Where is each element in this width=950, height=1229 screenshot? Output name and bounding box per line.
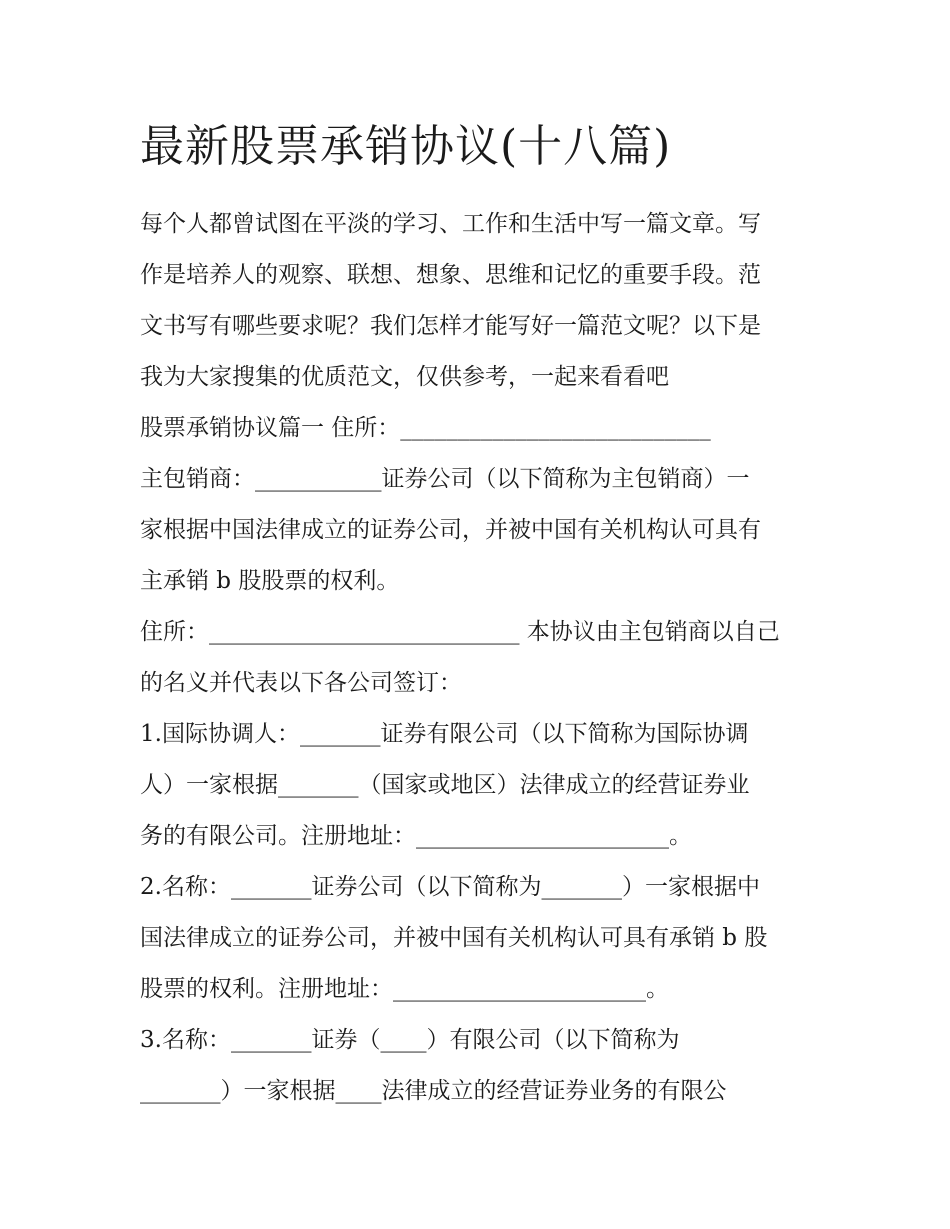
intro-line-4: 我为大家搜集的优质范文，仅供参考，一起来看看吧 bbox=[140, 364, 669, 390]
clause-3-line-2: _______）一家根据____法律成立的经营证券业务的有限公 bbox=[140, 1078, 727, 1104]
document-body bbox=[140, 199, 820, 1117]
clause-1-line-1: 1.国际协调人：_______证券有限公司（以下简称为国际协调 bbox=[140, 721, 749, 747]
address-agreement-line-1: 住所：___________________________ 本协议由主包销商以自己 bbox=[140, 619, 780, 645]
clause-3-line-1: 3.名称：_______证券（____）有限公司（以下简称为 bbox=[140, 1027, 680, 1053]
clause-2-line-1: 2.名称：_______证券公司（以下简称为_______）一家根据中 bbox=[140, 874, 760, 900]
section-heading-address-line: 股票承销协议篇一 住所：___________________________ bbox=[140, 415, 711, 441]
clause-1-line-2: 人）一家根据_______（国家或地区）法律成立的经营证券业 bbox=[140, 772, 750, 798]
lead-underwriter-line-3: 主承销 b 股股票的权利。 bbox=[140, 568, 400, 594]
intro-line-3: 文书写有哪些要求呢？我们怎样才能写好一篇范文呢？以下是 bbox=[140, 313, 761, 339]
intro-line-1: 每个人都曾试图在平淡的学习、工作和生活中写一篇文章。写 bbox=[140, 211, 761, 237]
address-agreement-line-2: 的名义并代表以下各公司签订： bbox=[140, 670, 462, 696]
intro-line-2: 作是培养人的观察、联想、想象、思维和记忆的重要手段。范 bbox=[140, 262, 761, 288]
clause-2-line-3: 股票的权利。注册地址：______________________。 bbox=[140, 976, 669, 1002]
lead-underwriter-line-2: 家根据中国法律成立的证券公司，并被中国有关机构认可具有 bbox=[140, 517, 761, 543]
clause-1-line-3: 务的有限公司。注册地址：______________________。 bbox=[140, 823, 692, 849]
document-title: 最新股票承销协议(十八篇) bbox=[140, 121, 672, 172]
clause-2-line-2: 国法律成立的证券公司，并被中国有关机构认可具有承销 b 股 bbox=[140, 925, 768, 951]
lead-underwriter-line-1: 主包销商：___________证券公司（以下简称为主包销商）一 bbox=[140, 466, 750, 492]
